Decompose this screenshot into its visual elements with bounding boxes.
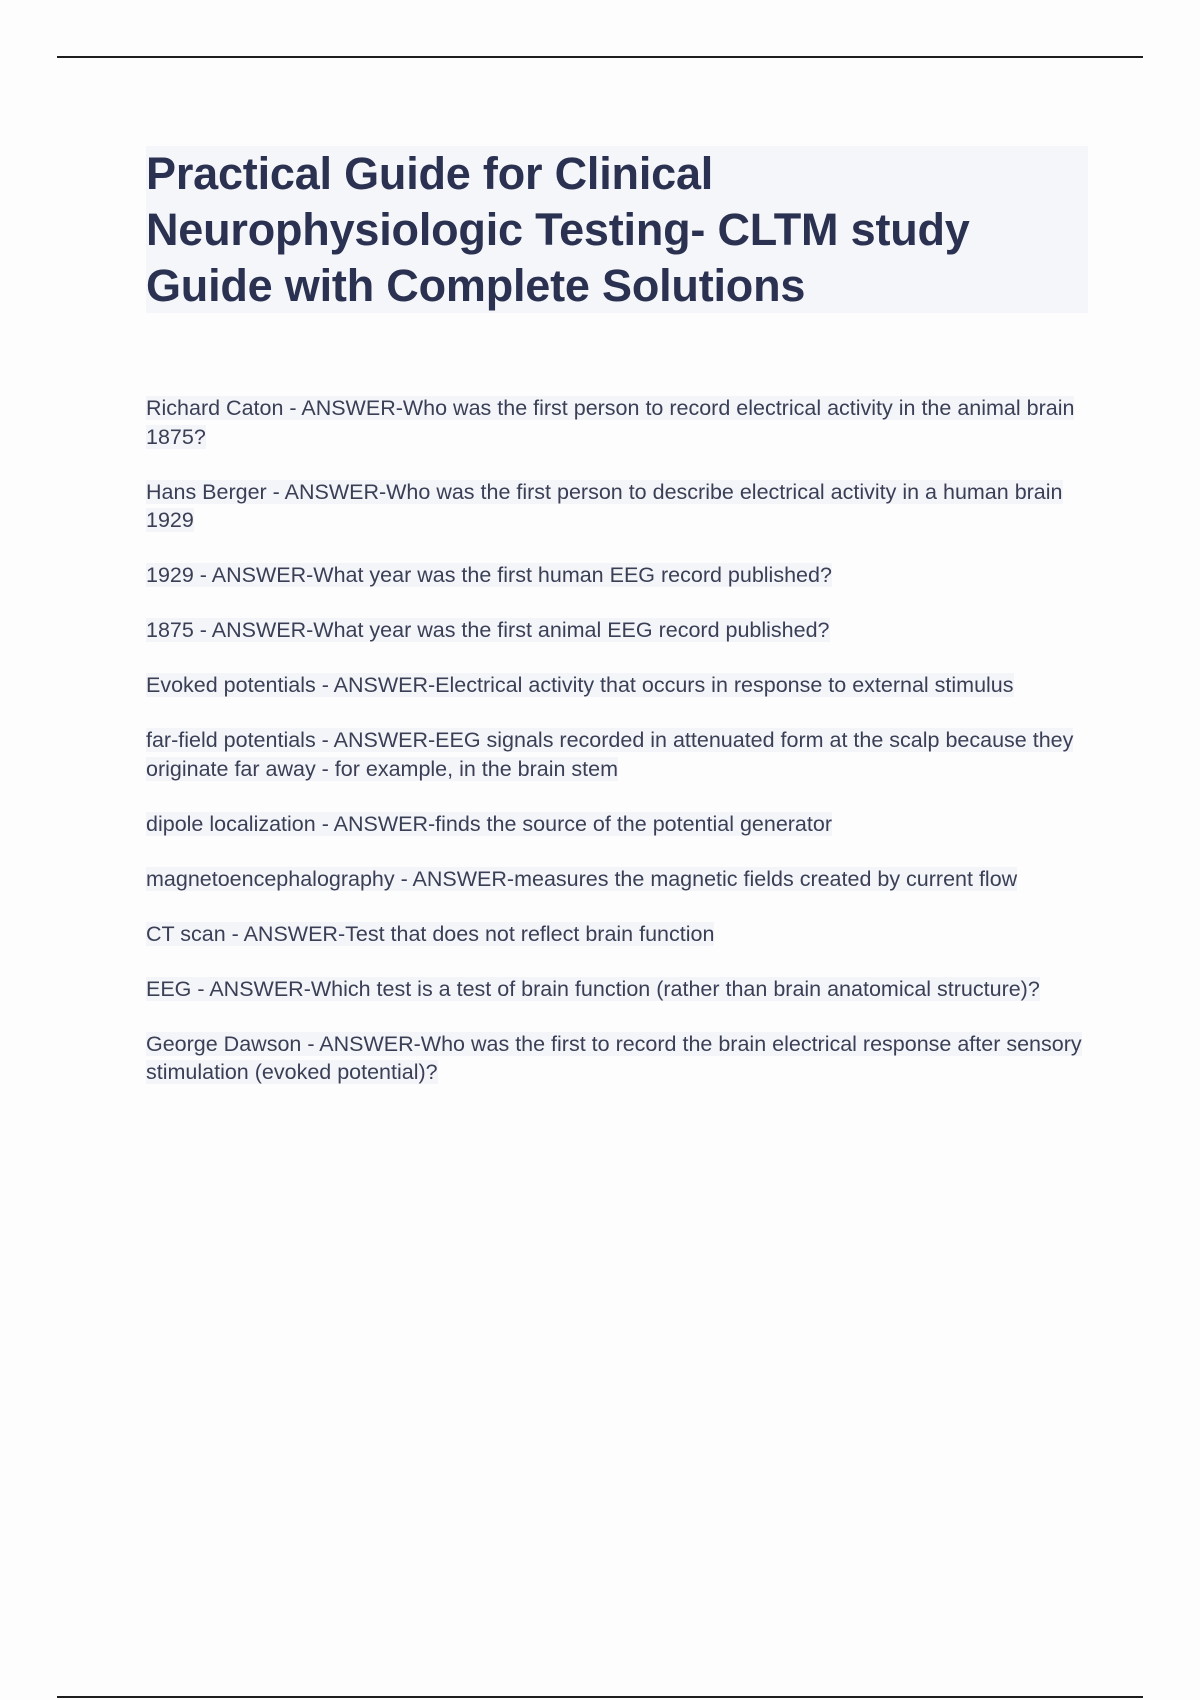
qa-item: [146, 561, 1086, 590]
qa-item: [146, 975, 1086, 1004]
title-block: [146, 146, 1088, 313]
qa-item-text: Hans Berger - ANSWER-Who was the first person to describe electrical activity in a human brain 1929: [146, 479, 1063, 532]
qa-list: [146, 394, 1086, 1113]
title-line-3: Guide with Complete Solutions: [146, 260, 806, 311]
header-rule: [57, 56, 1143, 58]
footer-rule: [57, 1696, 1143, 1698]
qa-item-text: CT scan - ANSWER-Test that does not reflect brain function: [146, 921, 715, 946]
qa-item-text: Richard Caton - ANSWER-Who was the first person to record electrical activity in the animal brain 1875?: [146, 396, 1075, 449]
qa-item-text: far-field potentials - ANSWER-EEG signals recorded in attenuated form at the scalp because they originate far away - for example, in the brain stem: [146, 728, 1074, 781]
title-line-1: Practical Guide for Clinical: [146, 148, 714, 199]
qa-item: [146, 478, 1086, 535]
qa-item-text: magnetoencephalography - ANSWER-measures the magnetic fields created by current flow: [146, 866, 1018, 891]
qa-item-text: dipole localization - ANSWER-finds the source of the potential generator: [146, 811, 832, 836]
qa-item-text: Evoked potentials - ANSWER-Electrical activity that occurs in response to external stimulus: [146, 673, 1014, 697]
qa-item: [146, 726, 1086, 783]
title-line-2: Neurophysiologic Testing- CLTM study: [146, 204, 970, 255]
qa-item: [146, 810, 1086, 839]
qa-item: [146, 920, 1086, 949]
qa-item-text: George Dawson - ANSWER-Who was the first to record the brain electrical response after sensory stimulation (evoked potential)?: [146, 1031, 1082, 1084]
qa-item: [146, 865, 1086, 894]
qa-item: [146, 394, 1086, 451]
qa-item-text: EEG - ANSWER-Which test is a test of brain function (rather than brain anatomical structure)?: [146, 976, 1040, 1001]
qa-item: [146, 616, 1086, 645]
qa-item-text: 1929 - ANSWER-What year was the first human EEG record published?: [146, 563, 832, 587]
page-title: [146, 146, 1088, 314]
qa-item: [146, 1030, 1086, 1087]
qa-item-text: 1875 - ANSWER-What year was the first animal EEG record published?: [146, 618, 830, 642]
qa-item: [146, 671, 1086, 700]
